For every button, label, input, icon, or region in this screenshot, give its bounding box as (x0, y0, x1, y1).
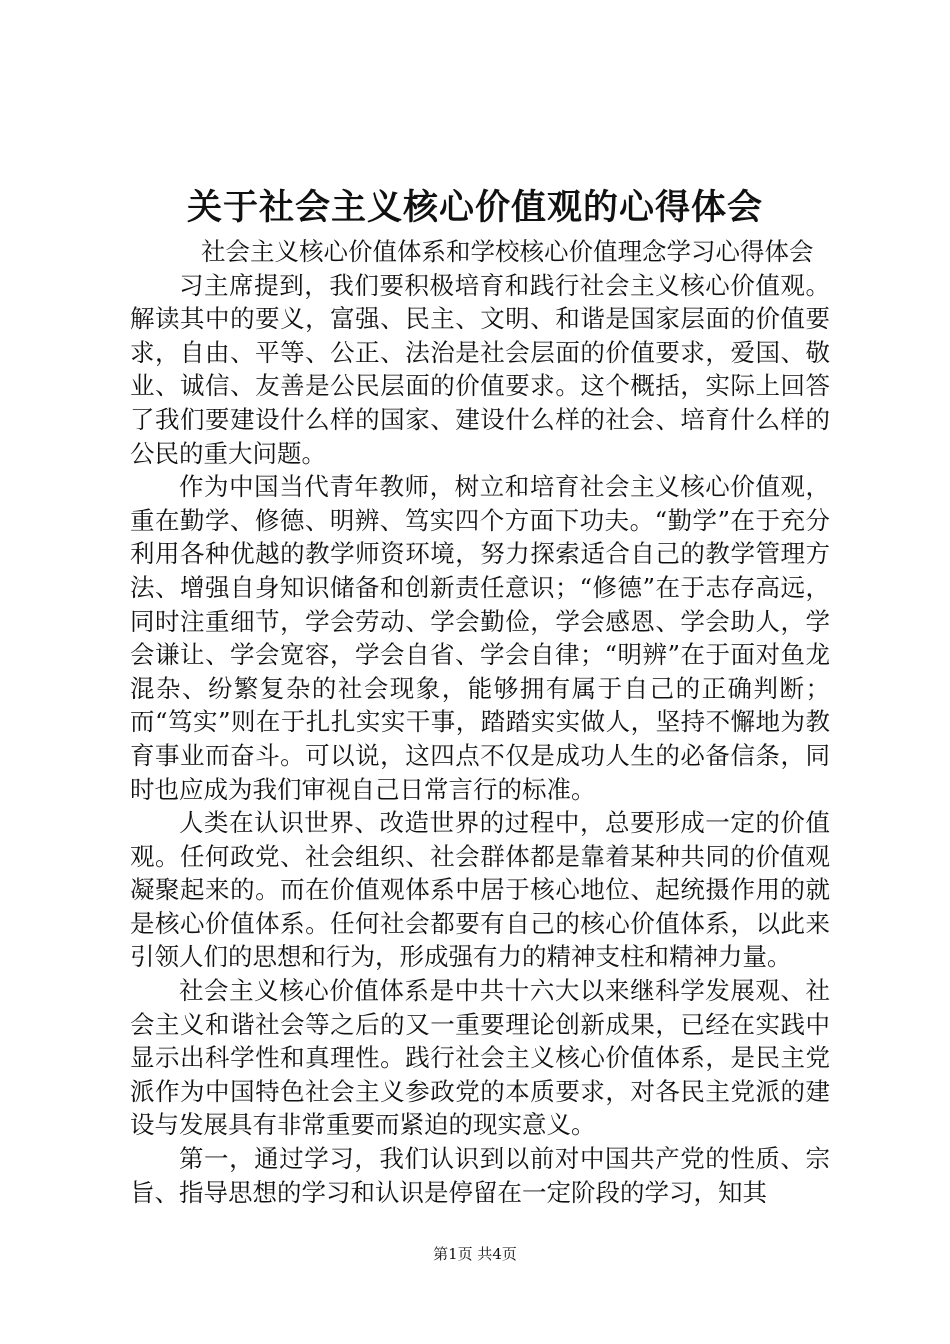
paragraph-4: 社会主义核心价值体系是中共十六大以来继科学发展观、社会主义和谐社会等之后的又一重要理论创新成果，已经在实践中显示出科学性和真理性。践行社会主义核心价值体系，是民主党派作为中国特色社会主义参政党的本质要求，对各民主党派的建设与发展具有非常重要而紧迫的现实意义。 (130, 976, 830, 1140)
document-title: 关于社会主义核心价值观的心得体会 (186, 187, 763, 228)
paragraph-1: 习主席提到，我们要积极培育和践行社会主义核心价值观。解读其中的要义，富强、民主、文明、和谐是国家层面的价值要求，自由、平等、公正、法治是社会层面的价值要求，爱国、敬业、诚信、友善是公民层面的价值要求。这个概括，实际上回答了我们要建设什么样的国家、建设什么样的社会、培育什么样的公民的重大问题。 (130, 270, 830, 468)
paragraph-2: 作为中国当代青年教师，树立和培育社会主义核心价值观，重在勤学、修德、明辨、笃实四个方面下功夫。“勤学”在于充分利用各种优越的教学师资环境，努力探索适合自己的教学管理方法、增强自身知识储备和创新责任意识；“修德”在于志存高远，同时注重细节，学会劳动、学会勤俭，学会感恩、学会助人，学会谦让、学会宽容，学会自省、学会自律；“明辨”在于面对鱼龙混杂、纷繁复杂的社会现象，能够拥有属于自己的正确判断；而“笃实”则在于扎扎实实干事，踏踏实实做人，坚持不懈地为教育事业而奋斗。可以说，这四点不仅是成功人生的必备信条，同时也应成为我们审视自己日常言行的标准。 (130, 472, 830, 804)
paragraph-5: 第一，通过学习，我们认识到以前对中国共产党的性质、宗旨、指导思想的学习和认识是停留在一定阶段的学习，知其 (130, 1144, 830, 1207)
document-body (130, 235, 830, 1209)
paragraph-3: 人类在认识世界、改造世界的过程中，总要形成一定的价值观。任何政党、社会组织、社会群体都是靠着某种共同的价值观凝聚起来的。而在价值观体系中居于核心地位、起统摄作用的就是核心价值体系。任何社会都要有自己的核心价值体系，以此来引领人们的思想和行为，形成强有力的精神支柱和精神力量。 (130, 808, 830, 972)
page-footer: 第1页 共4页 (433, 1245, 517, 1263)
document-subtitle: 社会主义核心价值体系和学校核心价值理念学习心得体会 (201, 237, 814, 266)
